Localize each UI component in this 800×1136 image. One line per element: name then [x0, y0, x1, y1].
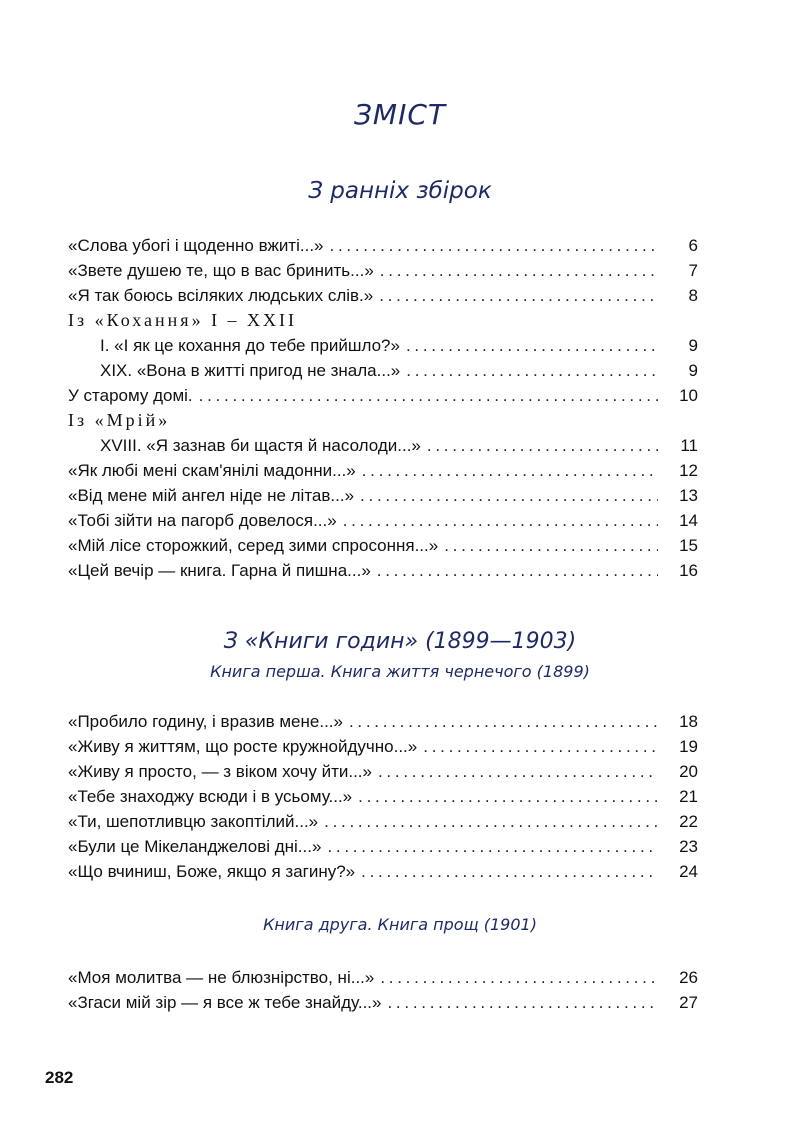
toc-group-title: Із «Мрій»	[68, 410, 171, 430]
toc-entry-title: «Згаси мій зір — я все ж тебе знайду...»	[68, 993, 382, 1012]
toc-entry-title: «Я так боюсь всіляких людських слів.»	[68, 286, 374, 305]
page-number: 282	[45, 1068, 74, 1087]
toc-entry	[68, 233, 698, 258]
toc-entry	[68, 433, 698, 458]
toc-entry-title: I. «І як це кохання до тебе прийшло?»	[100, 336, 400, 355]
dot-leader	[387, 990, 658, 1015]
toc-entry-title: «Живу я просто, — з віком хочу йти...»	[68, 762, 372, 781]
dot-leader	[362, 458, 658, 483]
section-subheading: Книга перша. Книга життя чернечого (1899)	[210, 662, 590, 681]
toc-group-title: Із «Кохання» I – XXII	[68, 310, 298, 330]
toc-entry-title: «Мій лісе сторожкий, серед зими спросоння...»	[68, 536, 439, 555]
toc-entry	[68, 458, 698, 483]
toc-entry	[68, 759, 698, 784]
toc-entry-page: 24	[679, 862, 698, 881]
toc-entry-page: 26	[679, 968, 698, 987]
toc-entry	[68, 809, 698, 834]
toc-list	[68, 965, 698, 1015]
toc-entry-title: «Ти, шепотливцю закоптілий...»	[68, 812, 319, 831]
toc-entry-page: 18	[679, 712, 698, 731]
toc-entry-page: 12	[679, 461, 698, 480]
dot-leader	[377, 558, 658, 583]
toc-entry	[68, 859, 698, 884]
dot-leader	[427, 433, 658, 458]
dot-leader	[444, 533, 658, 558]
toc-entry	[68, 784, 698, 809]
toc-entry-page: 16	[679, 561, 698, 580]
toc-entry-page: 10	[679, 386, 698, 405]
dot-leader	[406, 333, 658, 358]
dot-leader	[423, 734, 658, 759]
dot-leader	[361, 859, 658, 884]
toc-entry-page: 21	[679, 787, 698, 806]
toc-entry	[68, 308, 698, 333]
toc-entry-page: 20	[679, 762, 698, 781]
toc-entry-page: 9	[688, 336, 698, 355]
toc-entry	[68, 408, 698, 433]
toc-entry-page: 9	[688, 361, 698, 380]
toc-entry-title: «Цей вечір — книга. Гарна й пишна...»	[68, 561, 371, 580]
toc-entry	[68, 834, 698, 859]
toc-entry-title: «Що вчиниш, Боже, якщо я загину?»	[68, 862, 356, 881]
toc-entry	[68, 990, 698, 1015]
dot-leader	[324, 809, 658, 834]
toc-list	[68, 233, 698, 583]
toc-entry	[68, 358, 698, 383]
toc-entry	[68, 383, 698, 408]
toc-list	[68, 709, 698, 884]
dot-leader	[199, 383, 658, 408]
dot-leader	[380, 965, 658, 990]
page-title: ЗМІСТ	[353, 98, 447, 131]
toc-entry-title: «Тобі зійти на пагорб довелося...»	[68, 511, 337, 530]
toc-entry	[68, 558, 698, 583]
toc-entry-page: 7	[688, 261, 698, 280]
toc-entry	[68, 709, 698, 734]
section-subheading: Книга друга. Книга прощ (1901)	[263, 915, 537, 934]
toc-entry-title: XIX. «Вона в житті пригод не знала...»	[100, 361, 401, 380]
toc-entry-title: «Слова убогі і щоденно вжиті...»	[68, 236, 324, 255]
dot-leader	[327, 834, 658, 859]
dot-leader	[380, 258, 658, 283]
section-heading: З «Книги годин» (1899—1903)	[223, 629, 577, 654]
toc-entry-title: «Живу я життям, що росте кружнойдучно...»	[68, 737, 418, 756]
toc-entry-title: «Від мене мій ангел ніде не літав...»	[68, 486, 355, 505]
toc-entry-page: 19	[679, 737, 698, 756]
toc-entry-title: «Звете душею те, що в вас бринить...»	[68, 261, 374, 280]
toc-entry-title: У старому домі.	[68, 386, 193, 405]
toc-entry-title: XVIII. «Я зазнав би щастя й насолоди...»	[100, 436, 421, 455]
dot-leader	[379, 283, 658, 308]
toc-entry-title: «Пробило годину, і вразив мене...»	[68, 712, 343, 731]
toc-entry-title: «Тебе знаходжу всюди і в усьому...»	[68, 787, 353, 806]
toc-entry	[68, 734, 698, 759]
section-heading: З ранніх збірок	[308, 178, 492, 204]
toc-entry-title: «Моя молитва — не блюзнірство, ні...»	[68, 968, 375, 987]
dot-leader	[330, 233, 659, 258]
dot-leader	[378, 759, 658, 784]
toc-entry-page: 11	[680, 436, 698, 455]
dot-leader	[343, 508, 658, 533]
toc-entry-page: 6	[688, 236, 698, 255]
toc-entry-title: «Як любі мені скам'янілі мадонни...»	[68, 461, 356, 480]
toc-entry	[68, 258, 698, 283]
toc-entry	[68, 283, 698, 308]
toc-entry-page: 22	[679, 812, 698, 831]
toc-entry-page: 14	[679, 511, 698, 530]
toc-entry	[68, 483, 698, 508]
toc-entry	[68, 533, 698, 558]
toc-entry-page: 23	[679, 837, 698, 856]
dot-leader	[406, 358, 658, 383]
toc-entry-page: 15	[679, 536, 698, 555]
toc-entry	[68, 508, 698, 533]
toc-entry	[68, 333, 698, 358]
dot-leader	[360, 483, 658, 508]
toc-entry-page: 27	[679, 993, 698, 1012]
toc-entry	[68, 965, 698, 990]
toc-entry-page: 13	[679, 486, 698, 505]
dot-leader	[358, 784, 658, 809]
dot-leader	[349, 709, 658, 734]
toc-entry-title: «Були це Мікеланджелові дні...»	[68, 837, 322, 856]
toc-entry-page: 8	[688, 286, 698, 305]
